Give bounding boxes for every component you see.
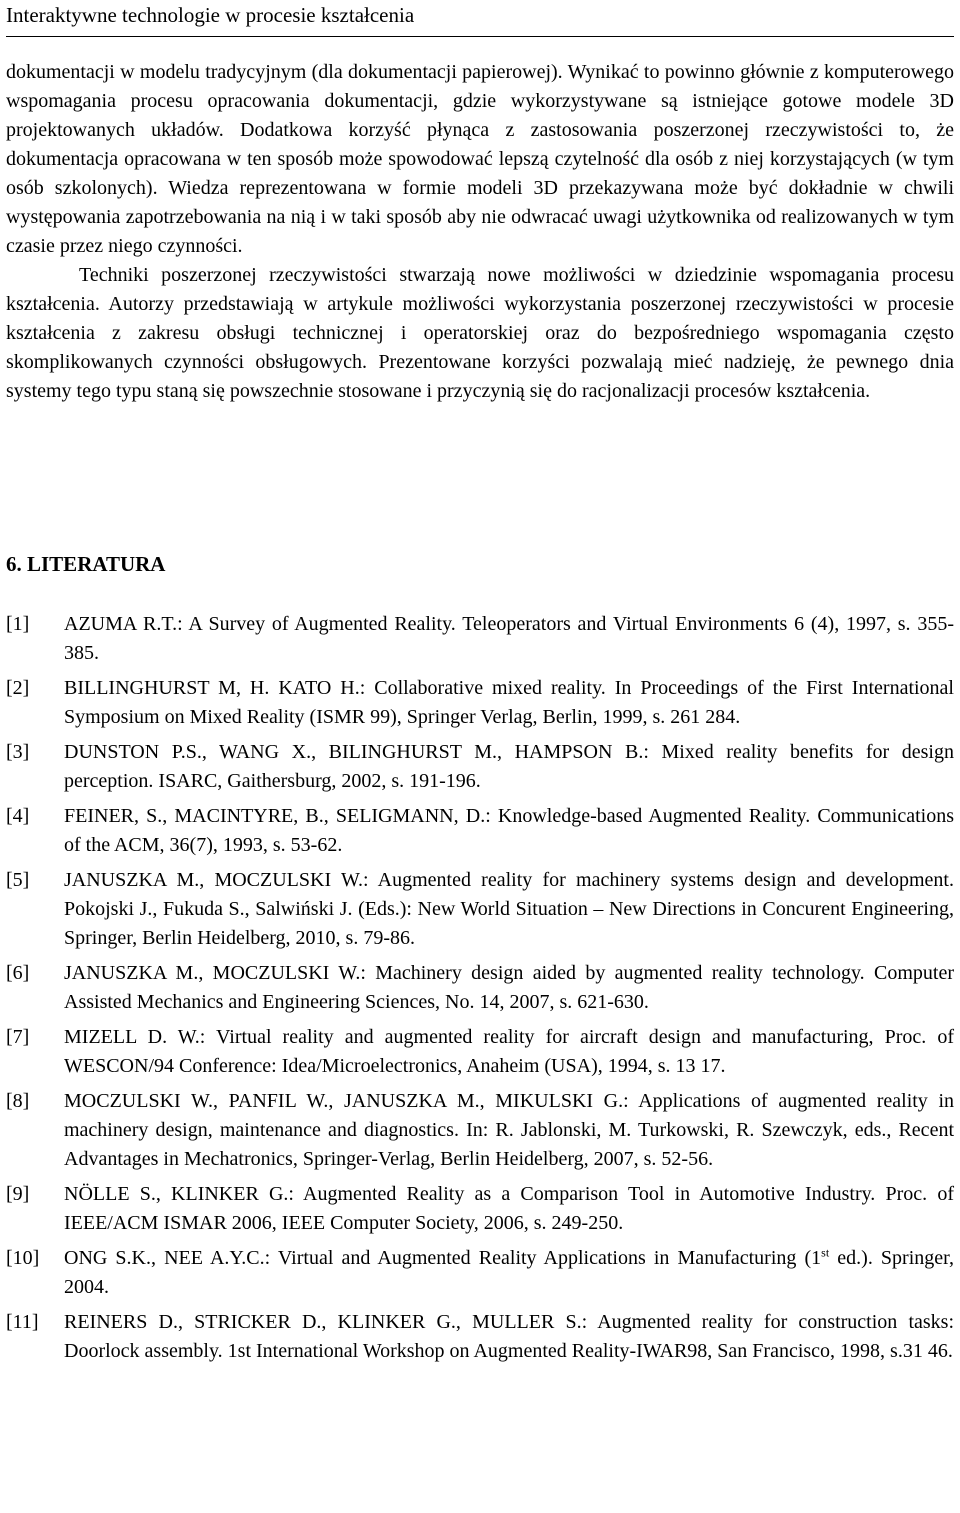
reference-item [6, 738, 954, 796]
reference-text-part: ed.). Springer, 2004. [64, 1247, 954, 1298]
reference-text: BILLINGHURST M, H. KATO H.: Collaborative mixed reality. In Proceedings of the First International Symposium on Mixed Reality (ISMR 99), Springer Verlag, Berlin, 1999, s. 261 284. [64, 677, 954, 728]
reference-item [6, 1023, 954, 1081]
reference-item [6, 802, 954, 860]
reference-item [6, 1180, 954, 1238]
section-heading: 6. LITERATURA [6, 552, 166, 576]
reference-item [6, 866, 954, 953]
reference-item [6, 1308, 954, 1366]
reference-number: [3] [6, 741, 30, 763]
reference-item [6, 610, 954, 668]
reference-number: [5] [6, 869, 30, 891]
reference-text: REINERS D., STRICKER D., KLINKER G., MULLER S.: Augmented reality for construction tasks: Doorlock assembly. 1st International Workshop on Augmented Reality-IWAR98, San Francisco, 1998, s.31 46. [64, 1311, 954, 1362]
reference-number: [7] [6, 1026, 30, 1048]
reference-text [64, 1244, 954, 1302]
reference-number: [11] [6, 1311, 39, 1333]
reference-item [6, 674, 954, 732]
reference-list [6, 610, 954, 1372]
reference-text: AZUMA R.T.: A Survey of Augmented Reality. Teleoperators and Virtual Environments 6 (4), 1997, s. 355-385. [64, 613, 954, 664]
reference-number: [10] [6, 1247, 40, 1269]
reference-text: MOCZULSKI W., PANFIL W., JANUSZKA M., MIKULSKI G.: Applications of augmented reality in machinery design, maintenance and diagnostics. In: R. Jablonski, M. Turkowski, R. Szewczyk, eds., Recent Advantages in Mechatronics, Springer-Verlag, Berlin Heidelberg, 2007, s. 52-56. [64, 1090, 954, 1170]
reference-text: NÖLLE S., KLINKER G.: Augmented Reality as a Comparison Tool in Automotive Industry. Proc. of IEEE/ACM ISMAR 2006, IEEE Computer Society, 2006, s. 249-250. [64, 1183, 954, 1234]
reference-number: [8] [6, 1090, 30, 1112]
reference-number: [4] [6, 805, 30, 827]
reference-number: [6] [6, 962, 30, 984]
reference-text-part: ONG S.K., NEE A.Y.C.: Virtual and Augmented Reality Applications in Manufacturing (1 [64, 1247, 822, 1269]
reference-number: [1] [6, 613, 30, 635]
reference-text: JANUSZKA M., MOCZULSKI W.: Machinery design aided by augmented reality technology. Computer Assisted Mechanics and Engineering Sciences, No. 14, 2007, s. 621-630. [64, 962, 954, 1013]
reference-number: [2] [6, 677, 30, 699]
reference-text: DUNSTON P.S., WANG X., BILINGHURST M., HAMPSON B.: Mixed reality benefits for design perception. ISARC, Gaithersburg, 2002, s. 191-196. [64, 741, 954, 792]
running-header-title: Interaktywne technologie w procesie kształcenia [6, 3, 415, 27]
ordinal-superscript: st [821, 1245, 830, 1260]
reference-item [6, 1087, 954, 1174]
paragraph: dokumentacji w modelu tradycyjnym (dla dokumentacji papierowej). Wynikać to powinno głównie z komputerowego wspomagania procesu opracowania dokumentacji, gdzie wykorzystywane są istniejące gotowe modele 3D projektowanych układów. Dodatkowa korzyść płynąca z zastosowania poszerzonej rzeczywistości to, że dokumentacja opracowana w ten sposób może spowodować lepszą czytelność dla osób z niej korzystających (w tym osób szkolonych). Wiedza reprezentowana w formie modeli 3D przekazywana może być dokładnie w chwili występowania zapotrzebowania na nią i w taki sposób aby nie odwracać uwagi użytkownika od realizowanych w tym czasie przez niego czynności. [6, 61, 954, 257]
paragraph: Techniki poszerzonej rzeczywistości stwarzają nowe możliwości w dziedzinie wspomagania procesu kształcenia. Autorzy przedstawiają w artykule możliwości wykorzystania poszerzonej rzeczywistości w procesie kształcenia z zakresu obsługi technicznej i operatorskiej oraz do bezpośredniego wspomagania często skomplikowanych czynności obsługowych. Prezentowane korzyści pozwalają mieć nadzieję, że pewnego dnia systemy tego typu staną się powszechnie stosowane i przyczynią się do racjonalizacji procesów kształcenia. [6, 264, 954, 402]
reference-text: JANUSZKA M., MOCZULSKI W.: Augmented reality for machinery systems design and development. Pokojski J., Fukuda S., Salwiński J. (Eds.): New World Situation – New Directions in Concurent Engineering, Springer, Berlin Heidelberg, 2010, s. 79-86. [64, 869, 954, 949]
body-text [6, 58, 954, 406]
reference-number: [9] [6, 1183, 30, 1205]
running-header [6, 2, 954, 37]
reference-text: FEINER, S., MACINTYRE, B., SELIGMANN, D.: Knowledge-based Augmented Reality. Communications of the ACM, 36(7), 1993, s. 53-62. [64, 805, 954, 856]
reference-item [6, 959, 954, 1017]
reference-item [6, 1244, 954, 1302]
reference-text: MIZELL D. W.: Virtual reality and augmented reality for aircraft design and manufacturing, Proc. of WESCON/94 Conference: Idea/Microelectronics, Anaheim (USA), 1994, s. 13 17. [64, 1026, 954, 1077]
